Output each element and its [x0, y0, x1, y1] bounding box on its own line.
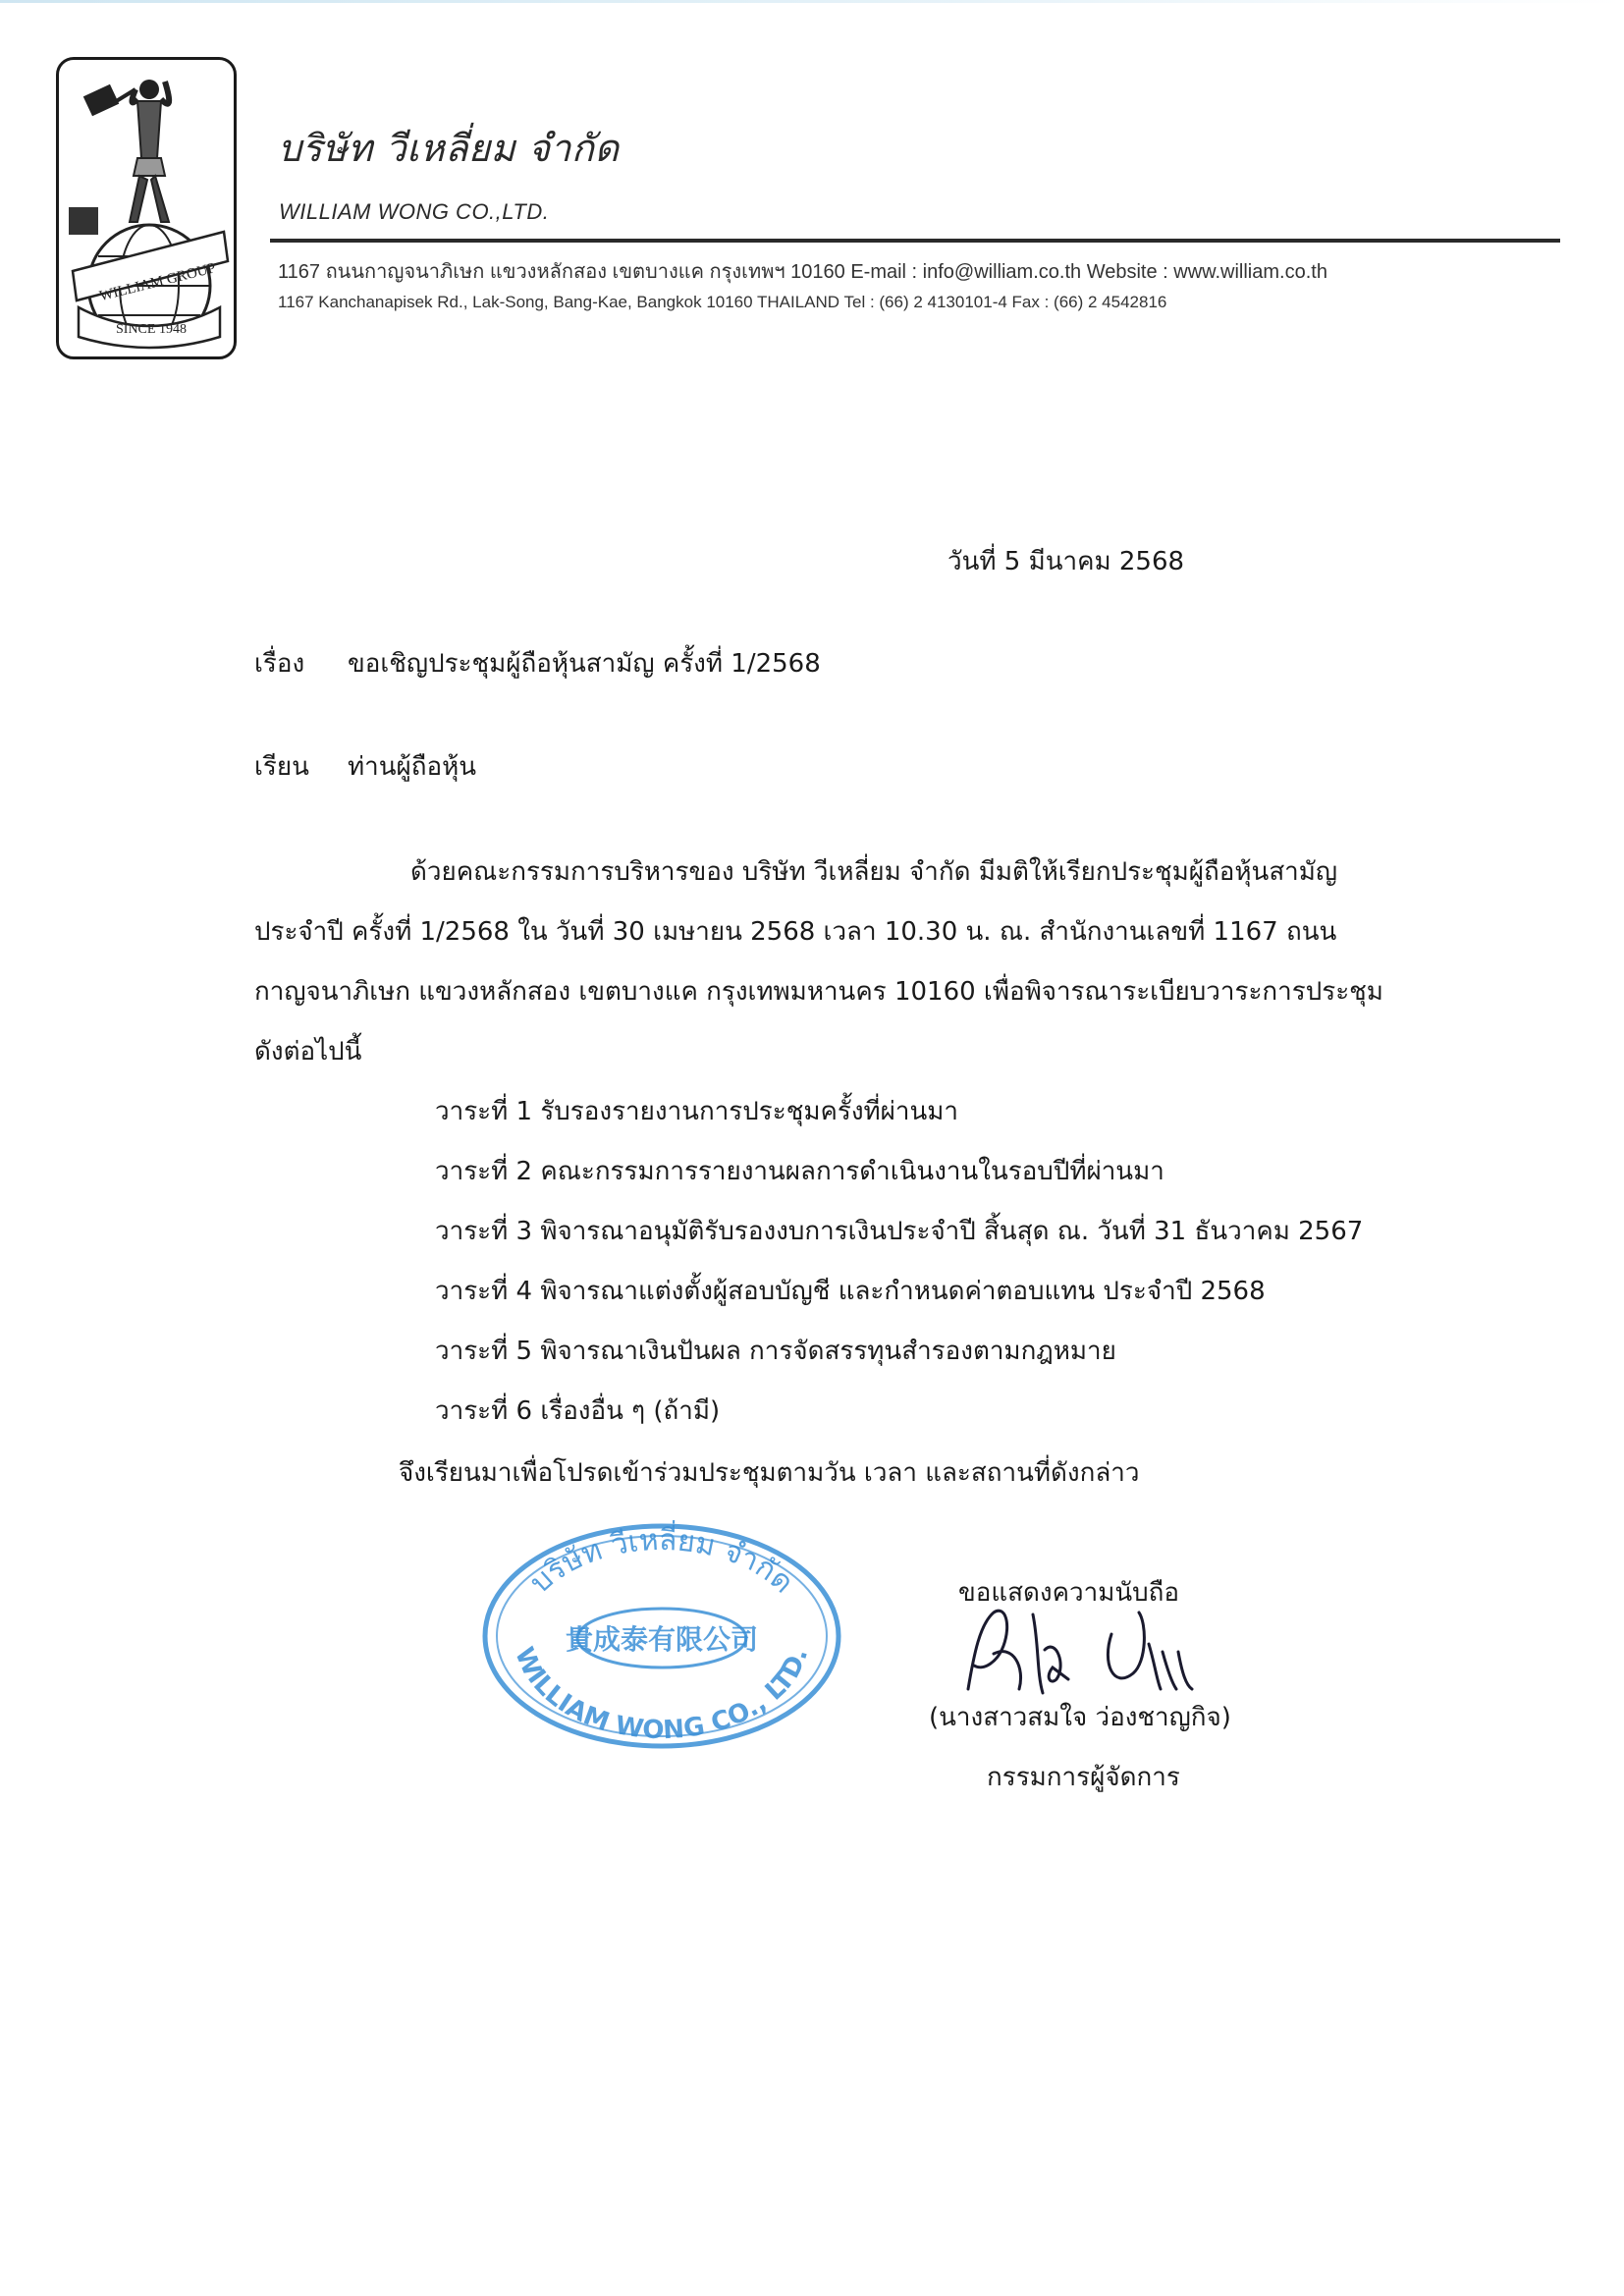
signer-name: (นางสาวสมใจ ว่องชาญกิจ) — [929, 1703, 1231, 1732]
signer-position: กรรมการผู้จัดการ — [987, 1763, 1180, 1792]
company-seal — [479, 1520, 844, 1752]
agenda-item-6: วาระที่ 6 เรื่องอื่น ๆ (ถ้ามี) — [435, 1396, 721, 1426]
letter-date: วันที่ 5 มีนาคม 2568 — [947, 547, 1185, 576]
handwritten-signature — [954, 1595, 1210, 1703]
agenda-item-3: วาระที่ 3 พิจารณาอนุมัติรับรองงบการเงินประจำปี สิ้นสุด ณ. วันที่ 31 ธันวาคม 2567 — [435, 1217, 1364, 1246]
letterhead-divider — [270, 239, 1560, 243]
svg-text:บริษัท วีเหลี่ยม จำกัด — [523, 1520, 800, 1601]
seal-text-center: 貴成泰有限公司 — [565, 1623, 759, 1656]
agenda-item-2: วาระที่ 2 คณะกรรมการรายงานผลการดำเนินงานในรอบปีที่ผ่านมา — [435, 1157, 1164, 1186]
company-name-english: WILLIAM WONG CO.,LTD. — [279, 199, 550, 224]
body-line: ด้วยคณะกรรมการบริหารของ บริษัท วีเหลี่ยม จำกัด มีมติให้เรียกประชุมผู้ถือหุ้นสามัญ — [410, 857, 1338, 887]
logo-ribbon-top: WILLIAM GROUP — [97, 260, 218, 305]
seal-text-top: บริษัท วีเหลี่ยม จำกัด — [523, 1522, 800, 1601]
subject-text: ขอเชิญประชุมผู้ถือหุ้นสามัญ ครั้งที่ 1/2568 — [348, 649, 821, 679]
closing-line: จึงเรียนมาเพื่อโปรดเข้าร่วมประชุมตามวัน เวลา และสถานที่ดังกล่าว — [399, 1458, 1140, 1488]
agenda-item-4: วาระที่ 4 พิจารณาแต่งตั้งผู้สอบบัญชี และกำหนดค่าตอบแทน ประจำปี 2568 — [435, 1277, 1266, 1306]
agenda-item-5: วาระที่ 5 พิจารณาเงินปันผล การจัดสรรทุนสำรองตามกฎหมาย — [435, 1337, 1116, 1366]
address-english: 1167 Kanchanapisek Rd., Lak-Song, Bang-Kae, Bangkok 10160 THAILAND Tel : (66) 2 4130101-4 Fax : (66) 2 4542816 — [278, 293, 1167, 311]
logo-figure-icon — [59, 60, 240, 362]
body-line: ประจำปี ครั้งที่ 1/2568 ใน วันที่ 30 เมษายน 2568 เวลา 10.30 น. ณ. สำนักงานเลขที่ 1167 ถนน — [254, 917, 1337, 947]
svg-text:WILLIAM WONG CO., LTD. — [509, 1643, 814, 1745]
seal-text-bottom: WILLIAM WONG CO., LTD. — [509, 1643, 815, 1746]
recipient-text: ท่านผู้ถือหุ้น — [348, 752, 477, 782]
subject-label: เรื่อง — [254, 649, 305, 679]
regards-line: ขอแสดงความนับถือ — [958, 1578, 1179, 1608]
company-name-thai: บริษัท วีเหลี่ยม จำกัด — [278, 127, 620, 170]
company-logo — [56, 57, 237, 359]
body-line: ดังต่อไปนี้ — [254, 1037, 362, 1066]
agenda-item-1: วาระที่ 1 รับรองรายงานการประชุมครั้งที่ผ่านมา — [435, 1097, 959, 1126]
logo-ribbon-bottom: SINCE 1948 — [116, 322, 187, 337]
scan-edge — [0, 0, 1624, 3]
address-thai: 1167 ถนนกาญจนาภิเษก แขวงหลักสอง เขตบางแค กรุงเทพฯ 10160 E-mail : info@william.co.th Website : www.william.co.th — [278, 261, 1327, 283]
recipient-label: เรียน — [254, 752, 309, 782]
body-line: กาญจนาภิเษก แขวงหลักสอง เขตบางแค กรุงเทพมหานคร 10160 เพื่อพิจารณาระเบียบวาระการประชุม — [254, 977, 1383, 1007]
